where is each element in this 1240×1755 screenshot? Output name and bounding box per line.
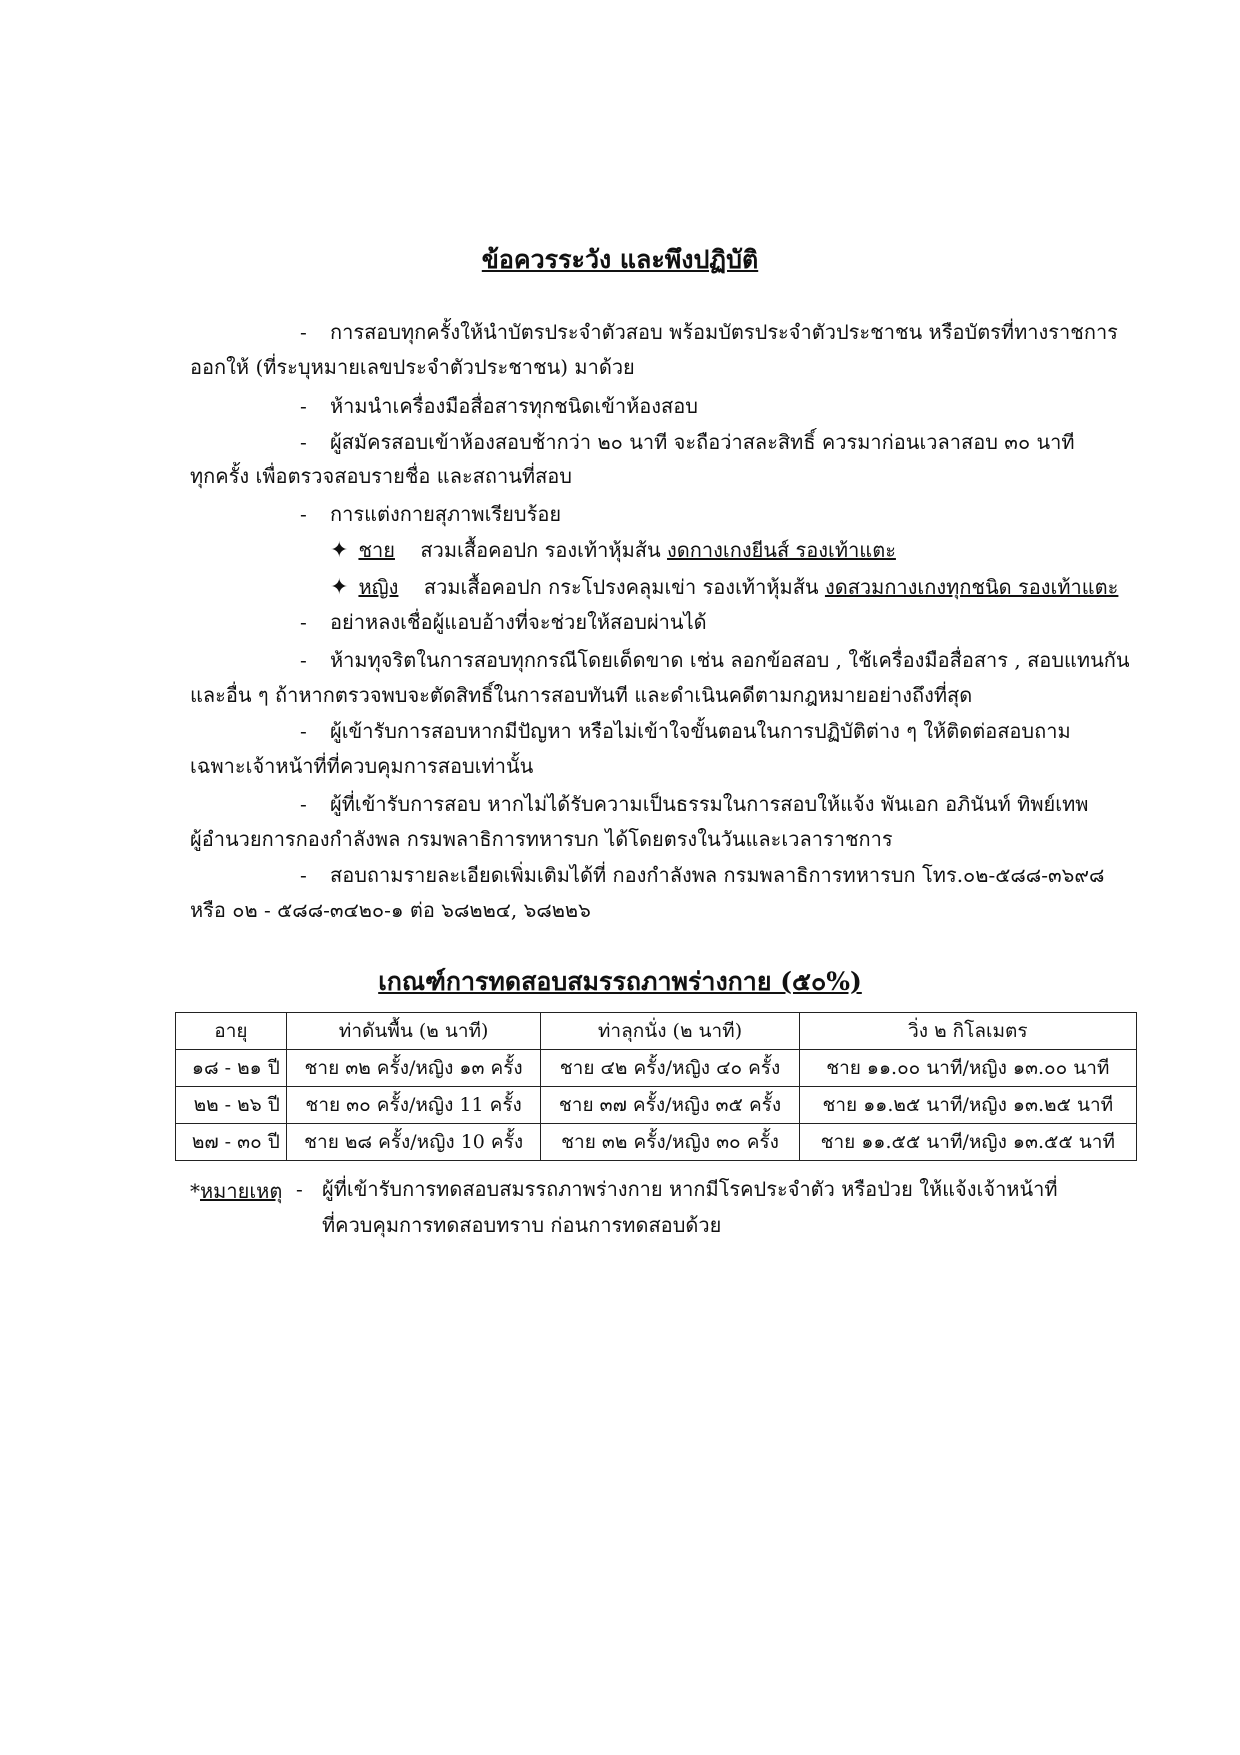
dress-male-ban: งดกางเกงยีนส์ รองเท้าแตะ <box>667 538 896 562</box>
table-cell: ชาย ๓๗ ครั้ง/หญิง ๓๕ ครั้ง <box>541 1087 799 1124</box>
item-text-cont: เฉพาะเจ้าหน้าที่ที่ควบคุมการสอบเท่านั้น <box>190 754 534 778</box>
item-text-cont: และอื่น ๆ ถ้าหากตรวจพบจะตัดสิทธิ์ในการสอบทันที และดำเนินคดีตามกฎหมายอย่างถึงที่สุด <box>190 683 973 707</box>
table-cell: ชาย ๓๐ ครั้ง/หญิง 11 ครั้ง <box>286 1087 541 1124</box>
table-cell: ๒๒ - ๒๖ ปี <box>176 1087 287 1124</box>
dress-female-label: หญิง <box>358 575 399 599</box>
table-row <box>176 1087 1137 1124</box>
note-text: ผู้ที่เข้ารับการทดสอบสมรรถภาพร่างกาย หากมีโรคประจำตัว หรือป่วย ให้แจ้งเจ้าหน้าที่ <box>322 1177 1058 1201</box>
list-item: - <box>300 610 307 634</box>
column-header: ท่าดันพื้น (๒ นาที) <box>286 1013 541 1050</box>
table-cell: ชาย ๑๑.๐๐ นาที/หญิง ๑๓.๐๐ นาที <box>799 1050 1136 1087</box>
fitness-title: เกณฑ์การทดสอบสมรรถภาพร่างกาย (๕๐%) <box>378 967 862 996</box>
star-bullet-icon: ✦ <box>330 575 349 600</box>
item-text: ห้ามทุจริตในการสอบทุกกรณีโดยเด็ดขาด เช่น ลอกข้อสอบ , ใช้เครื่องมือสื่อสาร , สอบแทนกัน <box>330 648 1130 672</box>
dress-male-label: ชาย <box>358 538 395 562</box>
table-cell: ชาย ๒๘ ครั้ง/หญิง 10 ครั้ง <box>286 1124 541 1161</box>
list-item: - <box>300 394 307 418</box>
item-text: ผู้ที่เข้ารับการสอบ หากไม่ได้รับความเป็นธรรมในการสอบให้แจ้ง พันเอก อภินันท์ ทิพย์เทพ <box>330 792 1089 816</box>
column-header: วิ่ง ๒ กิโลเมตร <box>799 1013 1136 1050</box>
star-bullet-icon: ✦ <box>330 538 349 563</box>
dress-female <box>330 573 1118 602</box>
dress-male-text: สวมเสื้อคอปก รองเท้าหุ้มส้น <box>420 538 661 562</box>
table-cell: ชาย ๑๑.๒๕ นาที/หญิง ๑๓.๒๕ นาที <box>799 1087 1136 1124</box>
item-text-cont: ทุกครั้ง เพื่อตรวจสอบรายชื่อ และสถานที่สอบ <box>190 464 573 488</box>
list-item: - <box>300 792 307 816</box>
table-cell: ๑๘ - ๒๑ ปี <box>176 1050 287 1087</box>
item-text-cont: ผู้อำนวยการกองกำลังพล กรมพลาธิการทหารบก ได้โดยตรงในวันและเวลาราชการ <box>190 827 893 851</box>
table-cell: ๒๗ - ๓๐ ปี <box>176 1124 287 1161</box>
dress-male <box>330 536 896 565</box>
item-text-cont: หรือ ๐๒ - ๕๘๘-๓๔๒๐-๑ ต่อ ๖๘๒๒๔, ๖๘๒๒๖ <box>190 898 591 922</box>
item-text-cont: ออกให้ (ที่ระบุหมายเลขประจำตัวประชาชน) มาด้วย <box>190 355 635 379</box>
item-text: สอบถามรายละเอียดเพิ่มเติมได้ที่ กองกำลังพล กรมพลาธิการทหารบก โทร.๐๒-๕๘๘-๓๖๙๘ <box>330 863 1105 887</box>
item-text: ผู้สมัครสอบเข้าห้องสอบช้ากว่า ๒๐ นาที จะถือว่าสละสิทธิ์ ควรมาก่อนเวลาสอบ ๓๐ นาที <box>330 430 1075 454</box>
table-cell: ชาย ๔๒ ครั้ง/หญิง ๔๐ ครั้ง <box>541 1050 799 1087</box>
column-header: ท่าลุกนั่ง (๒ นาที) <box>541 1013 799 1050</box>
item-text: ห้ามนำเครื่องมือสื่อสารทุกชนิดเข้าห้องสอบ <box>330 394 698 418</box>
table-row <box>176 1050 1137 1087</box>
table-row <box>176 1124 1137 1161</box>
list-item: - <box>300 430 307 454</box>
list-item: - <box>300 320 307 344</box>
item-text: การแต่งกายสุภาพเรียบร้อย <box>330 502 562 526</box>
note-star: * <box>190 1179 200 1203</box>
table-cell: ชาย ๓๒ ครั้ง/หญิง ๓๐ ครั้ง <box>541 1124 799 1161</box>
column-header: อายุ <box>176 1013 287 1050</box>
note-dash: - <box>296 1177 303 1201</box>
item-text: ผู้เข้ารับการสอบหากมีปัญหา หรือไม่เข้าใจขั้นตอนในการปฏิบัติต่าง ๆ ให้ติดต่อสอบถาม <box>330 719 1071 743</box>
list-item: - <box>300 719 307 743</box>
note-text-cont: ที่ควบคุมการทดสอบทราบ ก่อนการทดสอบด้วย <box>322 1213 722 1237</box>
item-text: การสอบทุกครั้งให้นำบัตรประจำตัวสอบ พร้อมบัตรประจำตัวประชาชน หรือบัตรที่ทางราชการ <box>330 320 1118 344</box>
note-label: *หมายเหตุ <box>190 1179 283 1203</box>
list-item: - <box>300 863 307 887</box>
table-cell: ชาย ๑๑.๕๕ นาที/หญิง ๑๓.๕๕ นาที <box>799 1124 1136 1161</box>
dress-female-ban: งดสวมกางเกงทุกชนิด รองเท้าแตะ <box>824 575 1119 599</box>
dress-female-text: สวมเสื้อคอปก กระโปรงคลุมเข่า รองเท้าหุ้มส้น <box>423 575 819 599</box>
item-text: อย่าหลงเชื่อผู้แอบอ้างที่จะช่วยให้สอบผ่านได้ <box>330 610 707 634</box>
table-header-row <box>176 1013 1137 1050</box>
list-item: - <box>300 502 307 526</box>
page-title: ข้อควรระวัง และพึงปฏิบัติ <box>481 245 759 274</box>
table-cell: ชาย ๓๒ ครั้ง/หญิง ๑๓ ครั้ง <box>286 1050 541 1087</box>
fitness-table <box>175 1012 1137 1161</box>
list-item: - <box>300 648 307 672</box>
